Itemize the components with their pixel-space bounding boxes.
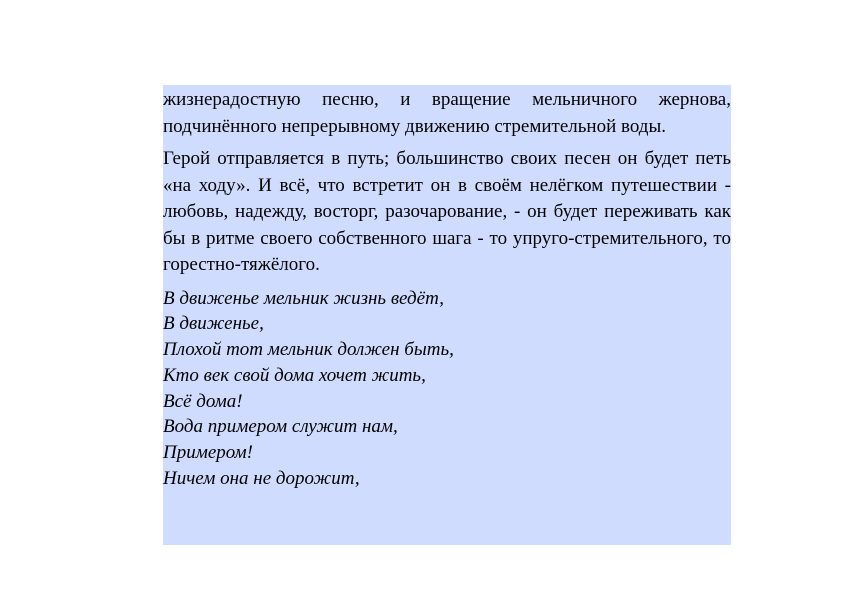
verse-line: Ничем она не дорожит, bbox=[163, 468, 360, 490]
verse-line: Примером! bbox=[163, 442, 254, 464]
verse-line: Всё дома! bbox=[163, 390, 243, 412]
paragraph-mill-song: жизнерадостную песню, и вращение мельничного жернова, подчинённого непрерывному движению стремительной воды. bbox=[163, 89, 731, 137]
verse-line: Кто век свой дома хочет жить, bbox=[163, 364, 426, 386]
verse-line: Плохой тот мельник должен быть, bbox=[163, 339, 454, 361]
poem-verse bbox=[163, 286, 731, 492]
text-block bbox=[163, 85, 731, 545]
verse-line: В движенье, bbox=[163, 313, 264, 335]
verse-line: В движенье мельник жизнь ведёт, bbox=[163, 287, 445, 309]
paragraph-hero-journey: Герой отправляется в путь; большинство своих песен он будет петь «на ходу». И всё, что встретит он в своём нелёгком путешествии - любовь, надежду, восторг, разочарование, - он будет переживать как бы в ритме своего собственного шага - то упруго-стремительного, то горестно-тяжёлого. bbox=[163, 148, 731, 275]
verse-line: Вода примером служит нам, bbox=[163, 416, 398, 438]
